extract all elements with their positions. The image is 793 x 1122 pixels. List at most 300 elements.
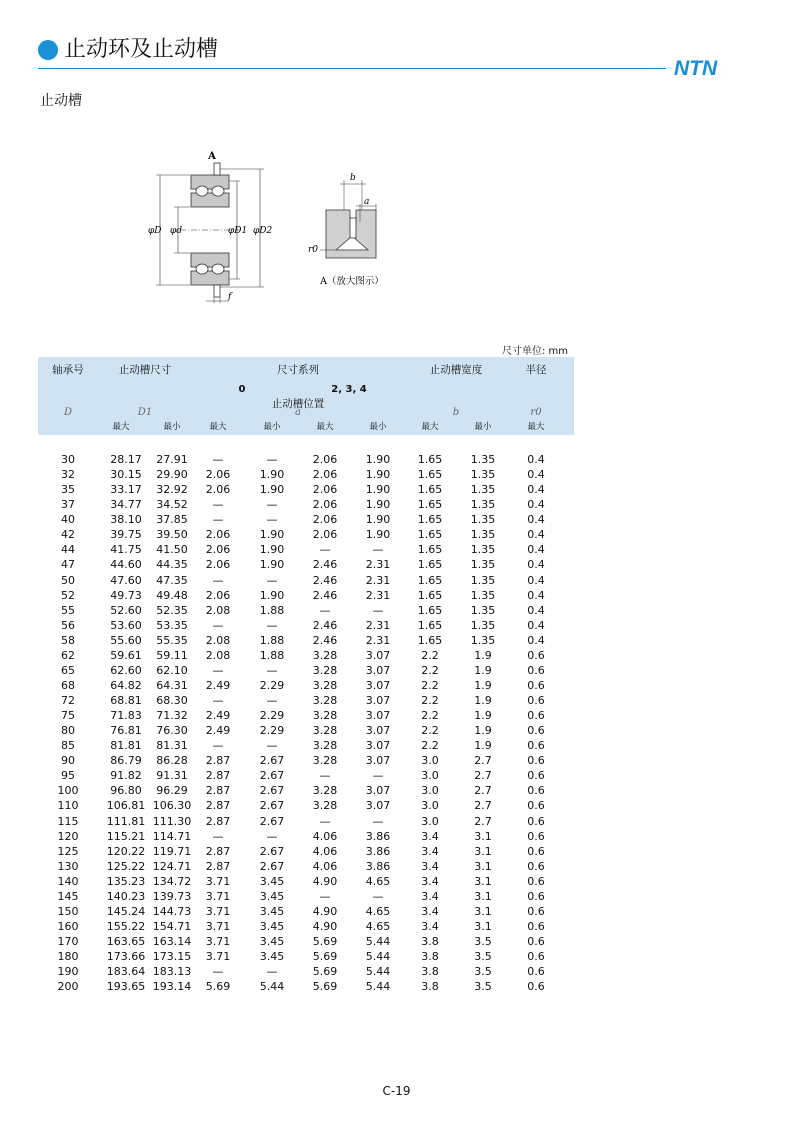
- sym-D: D: [63, 407, 73, 418]
- cell-r0-max: 0.4: [527, 543, 545, 557]
- cell-a234-max: 5.69: [312, 935, 338, 948]
- cell-a0-max: 2.06: [205, 558, 231, 572]
- cell-a0-min: —: [266, 573, 278, 587]
- cell-b-min: 3.1: [474, 889, 492, 903]
- cell-d1-min: 29.90: [156, 468, 188, 482]
- cell-bearing-no: 190: [57, 965, 79, 979]
- cell-b-min: 3.1: [474, 859, 492, 873]
- cell-a0-max: 3.71: [205, 889, 231, 903]
- cell-bearing-no: 110: [57, 799, 79, 813]
- sym-b: b: [452, 407, 460, 418]
- cell-d1-max: 64.82: [110, 678, 142, 692]
- cell-r0-max: 0.6: [527, 663, 545, 677]
- cell-b-max: 2.2: [421, 739, 439, 753]
- cell-a234-min: —: [372, 814, 384, 828]
- cell-a234-max: 3.28: [312, 784, 338, 798]
- cell-d1-max: 140.23: [106, 889, 146, 903]
- cell-a234-max: 2.06: [312, 513, 338, 527]
- cell-a0-min: 5.44: [259, 980, 285, 994]
- table-row: [38, 783, 574, 798]
- cell-bearing-no: 100: [57, 784, 79, 798]
- cell-a0-min: 1.88: [259, 603, 285, 617]
- cell-bearing-no: 90: [61, 754, 75, 768]
- cell-d1-max: 173.66: [106, 950, 146, 964]
- cell-bearing-no: 170: [57, 935, 79, 948]
- cell-bearing-no: 65: [61, 663, 75, 677]
- cell-a0-max: 2.06: [205, 543, 231, 557]
- header-rule: [38, 68, 666, 69]
- cell-d1-min: 91.31: [156, 769, 188, 783]
- cell-bearing-no: 115: [57, 814, 79, 828]
- cell-a234-max: 2.46: [312, 573, 338, 587]
- cell-d1-min: 119.71: [152, 844, 192, 858]
- table-header: [38, 357, 574, 435]
- cell-bearing-no: 75: [61, 709, 75, 723]
- cell-b-min: 1.35: [470, 573, 496, 587]
- table-row: [38, 738, 574, 753]
- cell-d1-max: 44.60: [110, 558, 142, 572]
- cell-a0-max: 2.06: [205, 528, 231, 542]
- dim-label-D1: φD1: [228, 226, 248, 236]
- cell-d1-max: 71.83: [110, 709, 142, 723]
- cell-b-min: 3.5: [474, 980, 492, 994]
- cell-b-max: 2.2: [421, 724, 439, 738]
- cell-b-min: 2.7: [474, 769, 492, 783]
- cell-b-max: 3.4: [421, 889, 439, 903]
- cell-d1-max: 52.60: [110, 603, 142, 617]
- cell-d1-max: 115.21: [106, 829, 146, 843]
- cell-b-min: 1.35: [470, 513, 496, 527]
- section-subtitle: 止动槽: [40, 93, 82, 109]
- cell-a234-max: 2.46: [312, 618, 338, 632]
- cell-r0-max: 0.6: [527, 769, 545, 783]
- cell-a0-max: 2.49: [205, 678, 231, 692]
- cell-bearing-no: 62: [61, 648, 75, 662]
- cell-r0-max: 0.6: [527, 739, 545, 753]
- cell-bearing-no: 85: [61, 739, 75, 753]
- cell-a234-max: 3.28: [312, 739, 338, 753]
- cell-b-min: 3.1: [474, 904, 492, 918]
- cell-a0-min: 1.90: [259, 543, 285, 557]
- cell-bearing-no: 80: [61, 724, 75, 738]
- cell-a0-min: 2.67: [259, 844, 285, 858]
- cell-a234-max: —: [319, 889, 331, 903]
- table-row: [38, 542, 574, 557]
- cell-b-max: 1.65: [417, 498, 443, 512]
- cell-b-max: 3.8: [421, 965, 439, 979]
- table-row: [38, 603, 574, 618]
- cell-a234-min: 3.07: [365, 784, 391, 798]
- cell-a234-min: 4.65: [365, 919, 391, 933]
- a234-max: 最大: [316, 422, 334, 432]
- cell-b-max: 1.65: [417, 483, 443, 497]
- cell-a0-min: 2.67: [259, 769, 285, 783]
- ntn-logo: NTN: [674, 57, 718, 80]
- page-title: 止动环及止动槽: [64, 37, 219, 62]
- cell-b-max: 1.65: [417, 453, 443, 466]
- cell-d1-max: 96.80: [110, 784, 142, 798]
- cell-b-max: 3.0: [421, 814, 439, 828]
- cell-r0-max: 0.6: [527, 904, 545, 918]
- cell-a234-max: 5.69: [312, 980, 338, 994]
- cell-b-min: 3.1: [474, 844, 492, 858]
- a234-min: 最小: [369, 422, 387, 432]
- table-row: [38, 573, 574, 588]
- cell-d1-min: 81.31: [156, 739, 188, 753]
- cell-d1-max: 91.82: [110, 769, 142, 783]
- d1-min: 最小: [163, 422, 181, 432]
- cell-d1-min: 49.48: [156, 588, 188, 602]
- cell-d1-min: 37.85: [156, 513, 188, 527]
- cell-d1-min: 41.50: [156, 543, 188, 557]
- cell-a0-max: —: [212, 453, 224, 466]
- cell-a0-min: 3.45: [259, 889, 285, 903]
- cell-r0-max: 0.6: [527, 950, 545, 964]
- cell-d1-max: 135.23: [106, 874, 146, 888]
- page-number: C-19: [382, 1084, 411, 1098]
- cell-a0-min: 1.90: [259, 483, 285, 497]
- cell-a0-max: 3.71: [205, 919, 231, 933]
- cell-a234-min: 5.44: [365, 935, 391, 948]
- cell-a0-min: 2.67: [259, 754, 285, 768]
- cell-r0-max: 0.4: [527, 498, 545, 512]
- cell-r0-max: 0.6: [527, 980, 545, 994]
- cell-a0-max: —: [212, 965, 224, 979]
- cell-a0-max: 2.87: [205, 754, 231, 768]
- cell-a234-min: 3.07: [365, 799, 391, 813]
- cell-d1-min: 173.15: [152, 950, 192, 964]
- cell-d1-min: 71.32: [156, 709, 188, 723]
- cell-b-max: 1.65: [417, 603, 443, 617]
- col-bearing-no: 轴承号: [52, 364, 84, 376]
- dim-label-f: f: [228, 292, 232, 302]
- cell-d1-max: 76.81: [110, 724, 142, 738]
- cell-b-min: 1.35: [470, 498, 496, 512]
- cell-a0-min: 3.45: [259, 904, 285, 918]
- cell-d1-min: 68.30: [156, 694, 188, 707]
- cell-b-max: 2.2: [421, 694, 439, 707]
- table-row: [38, 753, 574, 768]
- detail-label-a: a: [364, 197, 370, 207]
- cell-bearing-no: 55: [61, 603, 75, 617]
- cell-bearing-no: 35: [61, 483, 75, 497]
- cell-d1-max: 86.79: [110, 754, 142, 768]
- cell-b-max: 1.65: [417, 588, 443, 602]
- cell-d1-max: 193.65: [106, 980, 146, 994]
- cell-a234-max: 2.06: [312, 498, 338, 512]
- cell-b-max: 2.2: [421, 678, 439, 692]
- cell-a0-min: —: [266, 618, 278, 632]
- cell-bearing-no: 50: [61, 573, 75, 587]
- cell-a234-min: 4.65: [365, 874, 391, 888]
- cell-a234-max: 2.46: [312, 633, 338, 647]
- cell-d1-max: 47.60: [110, 573, 142, 587]
- series-234-label: 2, 3, 4: [331, 384, 367, 395]
- cell-d1-max: 68.81: [110, 694, 142, 707]
- cell-d1-min: 96.29: [156, 784, 188, 798]
- cell-d1-min: 134.72: [152, 874, 192, 888]
- cell-a234-min: 3.07: [365, 709, 391, 723]
- cell-r0-max: 0.4: [527, 468, 545, 482]
- cell-bearing-no: 30: [61, 453, 75, 466]
- cell-d1-min: 34.52: [156, 498, 188, 512]
- table-row: [38, 859, 574, 874]
- cell-d1-min: 55.35: [156, 633, 188, 647]
- cell-d1-max: 62.60: [110, 663, 142, 677]
- cell-b-min: 1.9: [474, 694, 492, 707]
- cell-a0-max: 2.87: [205, 784, 231, 798]
- cell-a234-max: 3.28: [312, 709, 338, 723]
- cell-r0-max: 0.4: [527, 483, 545, 497]
- cell-a0-max: 2.08: [205, 603, 231, 617]
- cell-b-min: 3.5: [474, 935, 492, 948]
- cell-b-min: 1.35: [470, 528, 496, 542]
- cell-b-max: 1.65: [417, 558, 443, 572]
- cell-b-min: 1.9: [474, 648, 492, 662]
- cell-r0-max: 0.4: [527, 588, 545, 602]
- cell-a0-min: 3.45: [259, 874, 285, 888]
- cell-a234-max: 2.06: [312, 528, 338, 542]
- cell-bearing-no: 44: [61, 543, 75, 557]
- table-row: [38, 874, 574, 889]
- sym-a: a: [295, 407, 301, 418]
- table-row: [38, 467, 574, 482]
- cell-a234-min: 3.86: [365, 844, 391, 858]
- cell-r0-max: 0.4: [527, 528, 545, 542]
- cell-a0-min: —: [266, 513, 278, 527]
- cell-a0-max: —: [212, 694, 224, 707]
- cell-b-min: 1.35: [470, 633, 496, 647]
- cell-b-max: 1.65: [417, 618, 443, 632]
- dim-label-d: φd: [170, 226, 183, 236]
- cell-d1-max: 30.15: [110, 468, 142, 482]
- cell-a0-min: —: [266, 829, 278, 843]
- cell-r0-max: 0.4: [527, 453, 545, 466]
- cell-b-max: 1.65: [417, 468, 443, 482]
- cell-b-max: 3.8: [421, 980, 439, 994]
- cell-b-max: 2.2: [421, 663, 439, 677]
- col-groove-dim: 止动槽尺寸: [118, 364, 172, 376]
- cell-a0-max: 3.71: [205, 874, 231, 888]
- cell-a234-max: 3.28: [312, 678, 338, 692]
- cell-bearing-no: 125: [57, 844, 79, 858]
- cell-d1-min: 163.14: [152, 935, 192, 948]
- table-row: [38, 482, 574, 497]
- cell-a0-min: 1.90: [259, 588, 285, 602]
- cell-a234-min: —: [372, 543, 384, 557]
- cell-a234-min: 2.31: [365, 573, 391, 587]
- cell-a0-min: 2.67: [259, 799, 285, 813]
- dim-label-D: φD: [148, 226, 162, 236]
- cell-b-min: 1.9: [474, 724, 492, 738]
- bullet-circle-icon: [38, 40, 58, 60]
- cell-a234-min: 5.44: [365, 965, 391, 979]
- cell-b-min: 1.35: [470, 618, 496, 632]
- cell-a0-max: 2.87: [205, 769, 231, 783]
- table-row: [38, 557, 574, 572]
- cell-b-max: 3.4: [421, 874, 439, 888]
- cell-d1-max: 183.64: [106, 965, 146, 979]
- cell-d1-min: 52.35: [156, 603, 188, 617]
- detail-label-b: b: [350, 173, 356, 183]
- cell-a234-max: 5.69: [312, 965, 338, 979]
- cell-a0-max: 2.06: [205, 483, 231, 497]
- cell-r0-max: 0.4: [527, 633, 545, 647]
- cell-b-max: 3.0: [421, 754, 439, 768]
- table-row: [38, 527, 574, 542]
- cell-bearing-no: 47: [61, 558, 75, 572]
- cell-d1-max: 155.22: [106, 919, 146, 933]
- cell-r0-max: 0.4: [527, 618, 545, 632]
- table-row: [38, 648, 574, 663]
- cell-b-min: 3.5: [474, 965, 492, 979]
- cell-b-min: 1.35: [470, 603, 496, 617]
- cell-d1-max: 38.10: [110, 513, 142, 527]
- cell-a0-min: —: [266, 498, 278, 512]
- cell-b-max: 1.65: [417, 513, 443, 527]
- cell-a0-min: —: [266, 739, 278, 753]
- cell-a0-min: 1.88: [259, 633, 285, 647]
- table-body: [38, 452, 574, 994]
- cell-bearing-no: 37: [61, 498, 75, 512]
- cell-r0-max: 0.6: [527, 829, 545, 843]
- cell-b-max: 3.4: [421, 844, 439, 858]
- groove-position-label: 止动槽位置: [271, 398, 325, 410]
- cell-bearing-no: 180: [57, 950, 79, 964]
- table-row: [38, 708, 574, 723]
- cell-a0-max: 3.71: [205, 904, 231, 918]
- series-0-label: 0: [238, 384, 246, 395]
- cell-a234-max: 2.06: [312, 483, 338, 497]
- cell-r0-max: 0.6: [527, 678, 545, 692]
- detail-label-r0: r0: [308, 245, 319, 255]
- cell-r0-max: 0.6: [527, 799, 545, 813]
- cell-a234-max: 5.69: [312, 950, 338, 964]
- cell-b-min: 2.7: [474, 814, 492, 828]
- page-header: [38, 36, 728, 80]
- cell-a0-max: —: [212, 739, 224, 753]
- cell-a234-min: 3.86: [365, 829, 391, 843]
- cell-a234-min: 2.31: [365, 588, 391, 602]
- cell-d1-max: 53.60: [110, 618, 142, 632]
- cell-a234-max: —: [319, 603, 331, 617]
- bearing-cross-section-figure: [140, 145, 280, 305]
- cell-b-min: 1.35: [470, 588, 496, 602]
- cell-b-max: 1.65: [417, 528, 443, 542]
- cell-d1-min: 139.73: [152, 889, 192, 903]
- cell-a234-min: 4.65: [365, 904, 391, 918]
- cell-r0-max: 0.6: [527, 874, 545, 888]
- cell-a234-min: 3.07: [365, 678, 391, 692]
- cell-d1-max: 111.81: [106, 814, 146, 828]
- cell-a234-max: 4.06: [312, 844, 338, 858]
- table-row: [38, 814, 574, 829]
- cell-a0-min: —: [266, 965, 278, 979]
- cell-a234-max: 3.28: [312, 663, 338, 677]
- cell-a234-min: 3.07: [365, 648, 391, 662]
- cell-bearing-no: 150: [57, 904, 79, 918]
- cell-d1-max: 120.22: [106, 844, 146, 858]
- cell-d1-min: 64.31: [156, 678, 188, 692]
- cell-b-max: 3.4: [421, 859, 439, 873]
- col-radius: 半径: [525, 364, 547, 376]
- cell-a234-max: 2.06: [312, 468, 338, 482]
- cell-a234-max: 4.90: [312, 919, 338, 933]
- cell-a0-min: 2.29: [259, 678, 285, 692]
- cell-a234-max: 3.28: [312, 648, 338, 662]
- cell-b-min: 1.35: [470, 453, 496, 466]
- cell-a0-min: 2.67: [259, 814, 285, 828]
- cell-b-min: 3.1: [474, 829, 492, 843]
- cell-d1-min: 144.73: [152, 904, 192, 918]
- cell-a234-max: —: [319, 814, 331, 828]
- cell-a0-max: 2.87: [205, 799, 231, 813]
- cell-b-min: 1.9: [474, 678, 492, 692]
- cell-b-max: 3.8: [421, 950, 439, 964]
- cell-bearing-no: 160: [57, 919, 79, 933]
- cell-b-max: 1.65: [417, 543, 443, 557]
- cell-b-min: 3.1: [474, 919, 492, 933]
- cell-a0-max: —: [212, 498, 224, 512]
- cell-a0-max: 3.71: [205, 935, 231, 948]
- cell-b-max: 2.2: [421, 709, 439, 723]
- table-row: [38, 949, 574, 964]
- cell-r0-max: 0.6: [527, 935, 545, 948]
- cell-r0-max: 0.6: [527, 844, 545, 858]
- cell-b-max: 3.4: [421, 904, 439, 918]
- table-row: [38, 512, 574, 527]
- cell-b-min: 1.35: [470, 558, 496, 572]
- col-series: 尺寸系列: [277, 364, 319, 376]
- cell-b-min: 1.9: [474, 739, 492, 753]
- cell-d1-max: 59.61: [110, 648, 142, 662]
- table-row: [38, 588, 574, 603]
- table-row: [38, 798, 574, 813]
- d1-max: 最大: [112, 422, 130, 432]
- cell-b-min: 2.7: [474, 799, 492, 813]
- cell-b-min: 3.1: [474, 874, 492, 888]
- cell-r0-max: 0.6: [527, 814, 545, 828]
- cell-a234-max: 3.28: [312, 694, 338, 707]
- cell-d1-min: 86.28: [156, 754, 188, 768]
- cell-d1-max: 81.81: [110, 739, 142, 753]
- cell-d1-min: 27.91: [156, 453, 188, 466]
- cell-r0-max: 0.4: [527, 558, 545, 572]
- cell-bearing-no: 40: [61, 513, 75, 527]
- cell-b-min: 1.35: [470, 483, 496, 497]
- cell-r0-max: 0.6: [527, 709, 545, 723]
- cell-a234-max: 3.28: [312, 799, 338, 813]
- cell-a0-min: 3.45: [259, 919, 285, 933]
- cell-d1-min: 76.30: [156, 724, 188, 738]
- unit-label: 尺寸单位: mm: [501, 346, 568, 357]
- cell-d1-min: 183.13: [152, 965, 192, 979]
- table-row: [38, 452, 574, 467]
- table-row: [38, 904, 574, 919]
- a0-max: 最大: [209, 422, 227, 432]
- table-row: [38, 678, 574, 693]
- cell-a234-min: 5.44: [365, 980, 391, 994]
- cell-r0-max: 0.6: [527, 889, 545, 903]
- table-row: [38, 829, 574, 844]
- cell-a234-min: 1.90: [365, 498, 391, 512]
- cell-d1-min: 53.35: [156, 618, 188, 632]
- table-row: [38, 844, 574, 859]
- a0-min: 最小: [263, 422, 281, 432]
- cell-a234-max: 4.06: [312, 859, 338, 873]
- cell-bearing-no: 200: [57, 980, 79, 994]
- cell-r0-max: 0.6: [527, 919, 545, 933]
